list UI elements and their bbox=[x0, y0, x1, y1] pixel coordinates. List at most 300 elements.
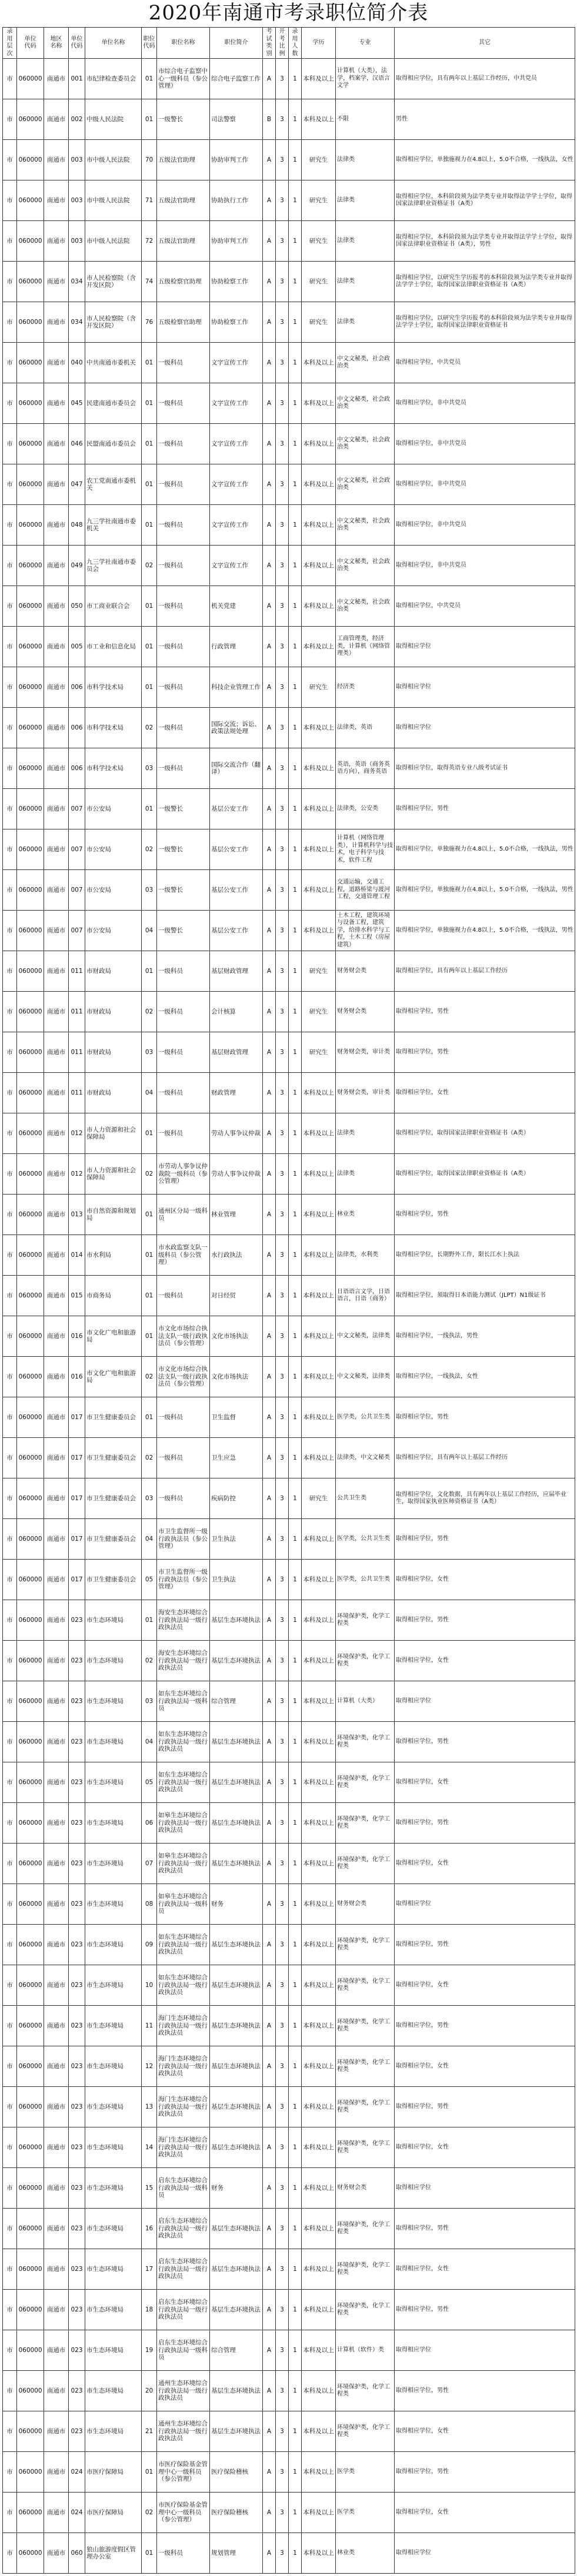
cell-unit-code: 017 bbox=[69, 1397, 85, 1438]
cell-position-desc: 基层生态环境执法 bbox=[210, 1722, 263, 1762]
cell-hire-count: 1 bbox=[289, 1762, 302, 1803]
table-row bbox=[3, 2330, 575, 2371]
cell-region-code: 060000 bbox=[17, 464, 44, 505]
cell-position-desc: 卫生监督 bbox=[210, 1397, 263, 1438]
table-row bbox=[3, 1722, 575, 1762]
cell-education: 本科及以上 bbox=[302, 1600, 336, 1641]
cell-hire-count: 1 bbox=[289, 2209, 302, 2249]
cell-level: 市 bbox=[3, 992, 17, 1032]
cell-position-name: 一级警长 bbox=[157, 911, 210, 951]
table-row bbox=[3, 221, 575, 262]
cell-position-code: 15 bbox=[142, 2168, 157, 2209]
cell-position-desc: 文字宣传工作 bbox=[210, 546, 263, 586]
cell-exam-ratio: 3 bbox=[276, 1195, 289, 1235]
cell-position-desc: 协助审判工作 bbox=[210, 140, 263, 180]
cell-position-code: 21 bbox=[142, 2411, 157, 2452]
cell-education: 本科及以上 bbox=[302, 748, 336, 789]
cell-hire-count: 1 bbox=[289, 1641, 302, 1681]
cell-exam-type: A bbox=[263, 1560, 276, 1600]
cell-exam-ratio: 3 bbox=[276, 424, 289, 464]
cell-position-code: 09 bbox=[142, 1925, 157, 1965]
cell-hire-count: 1 bbox=[289, 1681, 302, 1722]
cell-position-desc: 行政管理 bbox=[210, 627, 263, 667]
cell-position-code: 01 bbox=[142, 99, 157, 140]
cell-education: 本科及以上 bbox=[302, 1438, 336, 1478]
table-row bbox=[3, 2168, 575, 2209]
header-position-desc: 职位简介 bbox=[210, 28, 263, 59]
cell-education: 本科及以上 bbox=[302, 2249, 336, 2290]
cell-position-code: 02 bbox=[142, 992, 157, 1032]
table-row bbox=[3, 1195, 575, 1235]
header-position-code: 职位 代码 bbox=[142, 28, 157, 59]
cell-position-desc: 卫生执法 bbox=[210, 1560, 263, 1600]
cell-position-code: 76 bbox=[142, 302, 157, 343]
cell-exam-ratio: 3 bbox=[276, 221, 289, 262]
cell-region-name: 南通市 bbox=[44, 505, 69, 546]
cell-position-code: 05 bbox=[142, 1762, 157, 1803]
cell-exam-type: A bbox=[263, 2087, 276, 2127]
cell-education: 本科及以上 bbox=[302, 2411, 336, 2452]
cell-level: 市 bbox=[3, 1681, 17, 1722]
header-region-name: 地区 名称 bbox=[44, 28, 69, 59]
cell-hire-count: 1 bbox=[289, 586, 302, 627]
cell-unit-code: 017 bbox=[69, 1478, 85, 1519]
table-row bbox=[3, 1600, 575, 1641]
cell-hire-count: 1 bbox=[289, 262, 302, 302]
cell-region-code: 060000 bbox=[17, 2168, 44, 2209]
cell-exam-type: A bbox=[263, 221, 276, 262]
cell-position-name: 市医疗保险基金管理中心一级科员（参公管理） bbox=[157, 2452, 210, 2493]
cell-region-name: 南通市 bbox=[44, 2330, 69, 2371]
cell-region-code: 060000 bbox=[17, 1844, 44, 1884]
cell-position-name: 海安生态环境综合行政执法局一级行政执法员 bbox=[157, 1641, 210, 1681]
cell-position-desc: 基层生态环境执法 bbox=[210, 2087, 263, 2127]
cell-education: 本科及以上 bbox=[302, 1925, 336, 1965]
cell-unit-code: 017 bbox=[69, 1560, 85, 1600]
header-position-name: 职位名称 bbox=[157, 28, 210, 59]
cell-exam-type: A bbox=[263, 1762, 276, 1803]
cell-position-desc: 卫生应急 bbox=[210, 1438, 263, 1478]
cell-region-code: 060000 bbox=[17, 1519, 44, 1560]
cell-exam-ratio: 3 bbox=[276, 911, 289, 951]
cell-position-code: 12 bbox=[142, 2046, 157, 2087]
cell-region-code: 060000 bbox=[17, 789, 44, 829]
cell-unit-code: 003 bbox=[69, 180, 85, 221]
cell-unit-code: 023 bbox=[69, 1722, 85, 1762]
cell-position-name: 五级法官助理 bbox=[157, 140, 210, 180]
cell-unit-name: 民盟南通市委员会 bbox=[85, 424, 142, 464]
cell-other: 取得相应学位，具有两年以上基层工作经历 bbox=[395, 951, 575, 992]
cell-education: 本科及以上 bbox=[302, 424, 336, 464]
cell-position-desc: 林业管理 bbox=[210, 1195, 263, 1235]
cell-exam-ratio: 3 bbox=[276, 1560, 289, 1600]
cell-position-code: 02 bbox=[142, 829, 157, 870]
cell-major: 法律类 bbox=[336, 1113, 395, 1154]
cell-exam-type: A bbox=[263, 464, 276, 505]
table-row bbox=[3, 262, 575, 302]
cell-region-code: 060000 bbox=[17, 2493, 44, 2533]
cell-exam-ratio: 3 bbox=[276, 2533, 289, 2574]
cell-unit-name: 市公安局 bbox=[85, 870, 142, 911]
cell-position-desc: 基层生态环境执法 bbox=[210, 2209, 263, 2249]
table-row bbox=[3, 1032, 575, 1073]
cell-major: 医学类 bbox=[336, 2452, 395, 2493]
table-row bbox=[3, 2411, 575, 2452]
cell-exam-ratio: 3 bbox=[276, 2411, 289, 2452]
cell-position-desc: 文化市场执法 bbox=[210, 1357, 263, 1397]
cell-unit-name: 市卫生健康委员会 bbox=[85, 1478, 142, 1519]
cell-unit-code: 002 bbox=[69, 99, 85, 140]
cell-level: 市 bbox=[3, 1357, 17, 1397]
cell-position-name: 一级科员 bbox=[157, 667, 210, 708]
cell-exam-ratio: 3 bbox=[276, 1073, 289, 1113]
cell-position-code: 01 bbox=[142, 1235, 157, 1276]
cell-other: 取得相应学位，女性 bbox=[395, 1762, 575, 1803]
cell-other: 取得相应学位，男性 bbox=[395, 1195, 575, 1235]
cell-exam-type: A bbox=[263, 2168, 276, 2209]
cell-other: 取得相应学位 bbox=[395, 708, 575, 748]
cell-hire-count: 1 bbox=[289, 1803, 302, 1844]
cell-region-code: 060000 bbox=[17, 546, 44, 586]
cell-hire-count: 1 bbox=[289, 1113, 302, 1154]
cell-other: 取得相应学位，取得国家法律职业资格证书（A类） bbox=[395, 1113, 575, 1154]
cell-exam-type: A bbox=[263, 1276, 276, 1316]
table-row bbox=[3, 992, 575, 1032]
cell-exam-ratio: 3 bbox=[276, 1681, 289, 1722]
cell-education: 研究生 bbox=[302, 667, 336, 708]
cell-major: 医学类，公共卫生类 bbox=[336, 1560, 395, 1600]
cell-position-code: 05 bbox=[142, 1560, 157, 1600]
cell-major: 医学类，公共卫生类 bbox=[336, 1519, 395, 1560]
table-row bbox=[3, 1884, 575, 1925]
cell-other: 男性 bbox=[395, 99, 575, 140]
cell-education: 本科及以上 bbox=[302, 99, 336, 140]
cell-position-desc: 基层公安工作 bbox=[210, 829, 263, 870]
cell-exam-type: A bbox=[263, 2209, 276, 2249]
cell-unit-code: 045 bbox=[69, 383, 85, 424]
cell-position-desc: 规划管理 bbox=[210, 2533, 263, 2574]
cell-exam-type: A bbox=[263, 140, 276, 180]
cell-level: 市 bbox=[3, 1884, 17, 1925]
cell-major: 环境保护类，化学工程类 bbox=[336, 1762, 395, 1803]
cell-major: 财务财会类 bbox=[336, 1884, 395, 1925]
cell-hire-count: 1 bbox=[289, 1965, 302, 2006]
cell-exam-ratio: 3 bbox=[276, 1722, 289, 1762]
cell-region-code: 060000 bbox=[17, 2330, 44, 2371]
cell-hire-count: 1 bbox=[289, 221, 302, 262]
cell-hire-count: 1 bbox=[289, 1560, 302, 1600]
cell-region-code: 060000 bbox=[17, 1478, 44, 1519]
cell-region-code: 060000 bbox=[17, 505, 44, 546]
cell-position-code: 18 bbox=[142, 2290, 157, 2330]
cell-major: 中文文秘类，社会政治类 bbox=[336, 505, 395, 546]
cell-major: 财务财会类 bbox=[336, 2168, 395, 2209]
cell-exam-type: A bbox=[263, 2371, 276, 2411]
cell-unit-name: 市财政局 bbox=[85, 992, 142, 1032]
cell-major: 日语语言文学，日语语言，日语（商务） bbox=[336, 1276, 395, 1316]
cell-major: 法律类，英语 bbox=[336, 708, 395, 748]
cell-region-name: 南通市 bbox=[44, 2371, 69, 2411]
cell-region-code: 060000 bbox=[17, 951, 44, 992]
cell-other: 取得相应学位，具有两年以上基层工作经历 bbox=[395, 1438, 575, 1478]
cell-exam-type: A bbox=[263, 1925, 276, 1965]
cell-exam-type: A bbox=[263, 302, 276, 343]
cell-hire-count: 1 bbox=[289, 1925, 302, 1965]
cell-region-code: 060000 bbox=[17, 748, 44, 789]
cell-exam-ratio: 3 bbox=[276, 2006, 289, 2046]
cell-region-code: 060000 bbox=[17, 59, 44, 99]
cell-unit-name: 市生态环境局 bbox=[85, 2411, 142, 2452]
cell-region-name: 南通市 bbox=[44, 951, 69, 992]
cell-position-name: 一级科员 bbox=[157, 627, 210, 667]
cell-major: 环境保护类，化学工程类 bbox=[336, 1965, 395, 2006]
cell-unit-code: 023 bbox=[69, 2168, 85, 2209]
cell-hire-count: 1 bbox=[289, 2330, 302, 2371]
cell-hire-count: 1 bbox=[289, 343, 302, 383]
cell-major: 环境保护类，化学工程类 bbox=[336, 2006, 395, 2046]
cell-major: 计算机（大类），法学，档案学，汉语言文学 bbox=[336, 59, 395, 99]
cell-major: 环境保护类，化学工程类 bbox=[336, 2209, 395, 2249]
cell-position-desc: 基层生态环境执法 bbox=[210, 1641, 263, 1681]
cell-major: 土木工程，建筑环境与设备工程，建筑学，给排水科学与工程，土木工程（房屋建筑） bbox=[336, 911, 395, 951]
cell-position-code: 01 bbox=[142, 667, 157, 708]
cell-level: 市 bbox=[3, 1276, 17, 1316]
cell-unit-code: 046 bbox=[69, 424, 85, 464]
cell-unit-code: 011 bbox=[69, 992, 85, 1032]
cell-hire-count: 1 bbox=[289, 2493, 302, 2533]
cell-education: 本科及以上 bbox=[302, 2209, 336, 2249]
cell-position-name: 如东生态环境综合行政执法局一级科员 bbox=[157, 1681, 210, 1722]
cell-position-desc: 基层生态环境执法 bbox=[210, 2290, 263, 2330]
cell-exam-type: A bbox=[263, 951, 276, 992]
cell-position-code: 17 bbox=[142, 2249, 157, 2290]
cell-hire-count: 1 bbox=[289, 99, 302, 140]
cell-exam-ratio: 3 bbox=[276, 829, 289, 870]
cell-position-name: 一级科员 bbox=[157, 424, 210, 464]
table-row bbox=[3, 424, 575, 464]
cell-other: 取得相应学位，非中共党员 bbox=[395, 424, 575, 464]
cell-major: 中文文秘类，社会政治类 bbox=[336, 464, 395, 505]
cell-unit-name: 市财政局 bbox=[85, 951, 142, 992]
cell-other: 取得相应学位，女性 bbox=[395, 2493, 575, 2533]
cell-education: 本科及以上 bbox=[302, 2046, 336, 2087]
cell-unit-code: 023 bbox=[69, 1844, 85, 1884]
table-row bbox=[3, 2127, 575, 2168]
table-row bbox=[3, 2493, 575, 2533]
cell-other: 取得相应学位，男性 bbox=[395, 992, 575, 1032]
cell-exam-ratio: 3 bbox=[276, 951, 289, 992]
cell-position-name: 如东生态环境综合行政执法局一级行政执法员 bbox=[157, 1722, 210, 1762]
cell-region-code: 060000 bbox=[17, 424, 44, 464]
table-row bbox=[3, 302, 575, 343]
cell-unit-name: 市生态环境局 bbox=[85, 2168, 142, 2209]
cell-exam-ratio: 3 bbox=[276, 2209, 289, 2249]
cell-education: 研究生 bbox=[302, 1478, 336, 1519]
cell-unit-name: 中级人民法院 bbox=[85, 99, 142, 140]
cell-exam-type: A bbox=[263, 1641, 276, 1681]
cell-major: 中文文秘类，法律类 bbox=[336, 1357, 395, 1397]
cell-education: 研究生 bbox=[302, 221, 336, 262]
cell-level: 市 bbox=[3, 1478, 17, 1519]
cell-level: 市 bbox=[3, 221, 17, 262]
cell-position-code: 03 bbox=[142, 1032, 157, 1073]
header-level: 录用 层次 bbox=[3, 28, 17, 59]
cell-level: 市 bbox=[3, 1113, 17, 1154]
table-row bbox=[3, 951, 575, 992]
cell-region-code: 060000 bbox=[17, 2087, 44, 2127]
cell-level: 市 bbox=[3, 2087, 17, 2127]
cell-unit-code: 023 bbox=[69, 1681, 85, 1722]
cell-exam-type: A bbox=[263, 1600, 276, 1641]
cell-position-code: 01 bbox=[142, 1276, 157, 1316]
cell-region-code: 060000 bbox=[17, 2127, 44, 2168]
cell-position-name: 市卫生监督所一级行政执法员（参公管理） bbox=[157, 1560, 210, 1600]
cell-position-desc: 基层财政管理 bbox=[210, 1032, 263, 1073]
cell-exam-type: A bbox=[263, 2249, 276, 2290]
cell-exam-type: A bbox=[263, 1154, 276, 1195]
cell-education: 本科及以上 bbox=[302, 708, 336, 748]
cell-other: 取得相应学位，女性 bbox=[395, 1073, 575, 1113]
cell-exam-ratio: 3 bbox=[276, 1519, 289, 1560]
cell-hire-count: 1 bbox=[289, 789, 302, 829]
cell-region-name: 南通市 bbox=[44, 1438, 69, 1478]
cell-unit-name: 市医疗保障局 bbox=[85, 2452, 142, 2493]
cell-hire-count: 1 bbox=[289, 1397, 302, 1438]
cell-education: 本科及以上 bbox=[302, 1519, 336, 1560]
cell-exam-ratio: 3 bbox=[276, 1032, 289, 1073]
cell-hire-count: 1 bbox=[289, 1519, 302, 1560]
cell-education: 研究生 bbox=[302, 302, 336, 343]
cell-other: 取得相应学位，男性 bbox=[395, 1519, 575, 1560]
cell-major: 经济类 bbox=[336, 667, 395, 708]
cell-exam-ratio: 3 bbox=[276, 262, 289, 302]
cell-exam-type: A bbox=[263, 2493, 276, 2533]
cell-exam-ratio: 3 bbox=[276, 1884, 289, 1925]
cell-exam-ratio: 3 bbox=[276, 140, 289, 180]
table-row bbox=[3, 1276, 575, 1316]
table-row bbox=[3, 140, 575, 180]
cell-position-desc: 劳动人事争议仲裁 bbox=[210, 1113, 263, 1154]
table-row bbox=[3, 1154, 575, 1195]
cell-major: 环境保护类，化学工程类 bbox=[336, 1925, 395, 1965]
cell-hire-count: 1 bbox=[289, 992, 302, 1032]
cell-other: 取得相应学位，男性 bbox=[395, 2209, 575, 2249]
cell-region-name: 南通市 bbox=[44, 789, 69, 829]
cell-education: 本科及以上 bbox=[302, 2493, 336, 2533]
cell-major: 环境保护类，化学工程类 bbox=[336, 2127, 395, 2168]
cell-region-name: 南通市 bbox=[44, 1032, 69, 1073]
cell-hire-count: 1 bbox=[289, 1478, 302, 1519]
cell-level: 市 bbox=[3, 1154, 17, 1195]
cell-position-desc: 基层生态环境执法 bbox=[210, 2411, 263, 2452]
cell-unit-code: 023 bbox=[69, 1884, 85, 1925]
cell-major: 环境保护类，化学工程类 bbox=[336, 1722, 395, 1762]
table-row bbox=[3, 789, 575, 829]
cell-level: 市 bbox=[3, 748, 17, 789]
cell-level: 市 bbox=[3, 1397, 17, 1438]
cell-region-code: 060000 bbox=[17, 1073, 44, 1113]
cell-education: 本科及以上 bbox=[302, 464, 336, 505]
cell-position-desc: 国际交流；诉讼、政策法规处理 bbox=[210, 708, 263, 748]
cell-other: 取得相应学位，具有两年以上基层工作经历，中共党员 bbox=[395, 59, 575, 99]
cell-level: 市 bbox=[3, 911, 17, 951]
cell-exam-ratio: 3 bbox=[276, 302, 289, 343]
cell-exam-type: A bbox=[263, 343, 276, 383]
cell-unit-name: 市医疗保障局 bbox=[85, 2493, 142, 2533]
cell-unit-code: 023 bbox=[69, 2249, 85, 2290]
cell-region-name: 南通市 bbox=[44, 1073, 69, 1113]
cell-hire-count: 1 bbox=[289, 2290, 302, 2330]
cell-unit-name: 市生态环境局 bbox=[85, 2330, 142, 2371]
cell-position-desc: 水行政执法 bbox=[210, 1235, 263, 1276]
cell-position-name: 如皋生态环境综合行政执法局一级行政执法员 bbox=[157, 1803, 210, 1844]
cell-education: 本科及以上 bbox=[302, 2330, 336, 2371]
cell-major: 中文文秘类，社会政治类 bbox=[336, 383, 395, 424]
cell-unit-code: 013 bbox=[69, 1195, 85, 1235]
cell-major: 环境保护类，化学工程类 bbox=[336, 2290, 395, 2330]
table-row bbox=[3, 59, 575, 99]
cell-position-name: 海门生态环境综合行政执法局一级行政执法员 bbox=[157, 2087, 210, 2127]
cell-other: 取得相应学位，男性 bbox=[395, 2006, 575, 2046]
cell-unit-name: 狼山旅游度假区管理办公室 bbox=[85, 2533, 142, 2574]
cell-region-name: 南通市 bbox=[44, 1154, 69, 1195]
cell-major: 计算机（网络管理类），计算机科学与技术，电子科学与技术，软件工程 bbox=[336, 829, 395, 870]
cell-hire-count: 1 bbox=[289, 140, 302, 180]
cell-major: 环境保护类，化学工程类 bbox=[336, 1803, 395, 1844]
cell-region-code: 060000 bbox=[17, 992, 44, 1032]
cell-position-desc: 基层生态环境执法 bbox=[210, 2127, 263, 2168]
cell-position-code: 02 bbox=[142, 1641, 157, 1681]
cell-other: 取得相应学位 bbox=[395, 2168, 575, 2209]
cell-other: 取得相应学位，男性 bbox=[395, 1722, 575, 1762]
cell-hire-count: 1 bbox=[289, 667, 302, 708]
cell-major: 财务财会类，审计类 bbox=[336, 1032, 395, 1073]
table-row bbox=[3, 748, 575, 789]
cell-level: 市 bbox=[3, 2006, 17, 2046]
cell-major: 环境保护类，化学工程类 bbox=[336, 1641, 395, 1681]
cell-position-code: 01 bbox=[142, 586, 157, 627]
cell-position-name: 如皋生态环境综合行政执法局一级科员 bbox=[157, 1884, 210, 1925]
cell-position-name: 五级检察官助理 bbox=[157, 262, 210, 302]
cell-exam-type: A bbox=[263, 708, 276, 748]
table-row bbox=[3, 343, 575, 383]
cell-unit-code: 015 bbox=[69, 1276, 85, 1316]
cell-hire-count: 1 bbox=[289, 627, 302, 667]
cell-region-code: 060000 bbox=[17, 2290, 44, 2330]
table-row bbox=[3, 1438, 575, 1478]
cell-position-name: 启东生态环境综合行政执法局一级行政执法员 bbox=[157, 2209, 210, 2249]
cell-hire-count: 1 bbox=[289, 1438, 302, 1478]
cell-level: 市 bbox=[3, 464, 17, 505]
cell-position-desc: 会计核算 bbox=[210, 992, 263, 1032]
cell-region-name: 南通市 bbox=[44, 2411, 69, 2452]
cell-unit-code: 023 bbox=[69, 2087, 85, 2127]
cell-other: 取得相应学位 bbox=[395, 667, 575, 708]
table-row bbox=[3, 1925, 575, 1965]
table-row bbox=[3, 911, 575, 951]
cell-level: 市 bbox=[3, 789, 17, 829]
cell-unit-code: 023 bbox=[69, 1965, 85, 2006]
cell-exam-ratio: 3 bbox=[276, 1478, 289, 1519]
cell-level: 市 bbox=[3, 99, 17, 140]
cell-hire-count: 1 bbox=[289, 1884, 302, 1925]
cell-position-name: 市水政监察支队一级科员（参公管理） bbox=[157, 1235, 210, 1276]
cell-region-code: 060000 bbox=[17, 1195, 44, 1235]
cell-exam-ratio: 3 bbox=[276, 2371, 289, 2411]
cell-region-name: 南通市 bbox=[44, 343, 69, 383]
table-row bbox=[3, 1073, 575, 1113]
cell-region-code: 060000 bbox=[17, 1235, 44, 1276]
